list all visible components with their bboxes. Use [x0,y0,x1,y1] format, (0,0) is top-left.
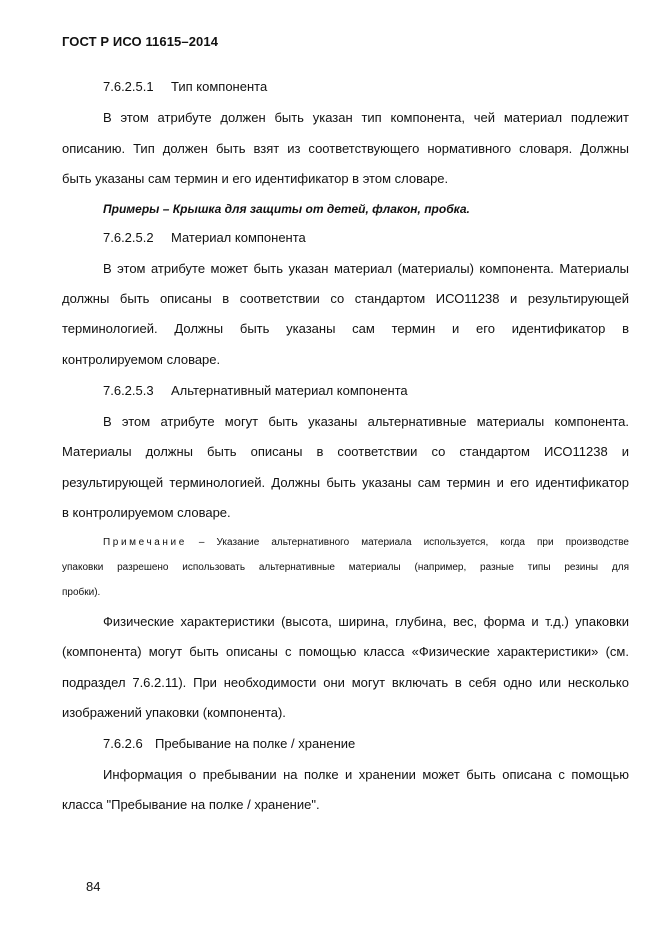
example-text: Примеры – Крышка для защиты от детей, флакон, пробка. [103,202,470,216]
paragraph-line: терминологией. Должны быть указаны сам термин и его идентификатор в [62,321,629,336]
paragraph-line: описанию. Тип должен быть взят из соответствующего нормативного словаря. Должны [62,141,629,156]
paragraph-line: подраздел 7.6.2.11). При необходимости они могут включать в себя одно или несколько [62,675,629,690]
section-number: 7.6.2.5.2 [103,230,154,245]
paragraph-line: В этом атрибуте может быть указан материал (материалы) компонента. Материалы [103,261,629,276]
section-heading-7-6-2-5-3 [103,383,408,398]
paragraph-line: В этом атрибуте могут быть указаны альтернативные материалы компонента. [103,414,629,429]
paragraph-line: Физические характеристики (высота, ширина, глубина, вес, форма и т.д.) упаковки [103,614,629,629]
section-number: 7.6.2.5.3 [103,383,154,398]
section-heading-7-6-2-5-1 [103,79,267,94]
note-line [62,537,629,548]
paragraph-line: класса "Пребывание на полке / хранение". [62,797,320,812]
section-number: 7.6.2.5.1 [103,79,154,94]
paragraph-line: должны быть описаны в соответствии со стандартом ИСО11238 и результирующей [62,291,629,306]
section-title: Альтернативный материал компонента [171,383,408,398]
note-text: – Указание альтернативного материала используется, когда при производстве [186,537,629,548]
paragraph-line: Информация о пребывании на полке и хранении может быть описана с помощью [103,767,629,782]
paragraph-line: результирующей терминологией. Должны быть указаны сам термин и его идентификатор [62,475,629,490]
paragraph-line: контролируемом словаре. [62,352,221,367]
section-heading-7-6-2-5-2 [103,230,306,245]
section-title: Материал компонента [171,230,306,245]
section-title: Пребывание на полке / хранение [155,736,356,751]
paragraph-line: Материалы должны быть описаны в соответствии со стандартом ИСО11238 и [62,444,629,459]
note-line: пробки). [62,587,101,598]
paragraph-line: В этом атрибуте должен быть указан тип компонента, чей материал подлежит [103,110,629,125]
note-label: Примечание [103,537,187,548]
paragraph-line: изображений упаковки (компонента). [62,705,286,720]
paragraph-line: быть указаны сам термин и его идентификатор в этом словаре. [62,171,449,186]
page-number: 84 [86,879,101,894]
paragraph-line: в контролируемом словаре. [62,505,231,520]
paragraph-line: (компонента) могут быть описаны с помощью класса «Физические характеристики» (см. [62,644,629,659]
document-header: ГОСТ Р ИСО 11615–2014 [62,34,219,49]
section-number: 7.6.2.6 [103,736,143,751]
section-heading-7-6-2-6 [103,736,355,751]
section-title: Тип компонента [171,79,268,94]
note-line: упаковки разрешено использовать альтернативные материалы (например, разные типы резины для [62,562,629,573]
